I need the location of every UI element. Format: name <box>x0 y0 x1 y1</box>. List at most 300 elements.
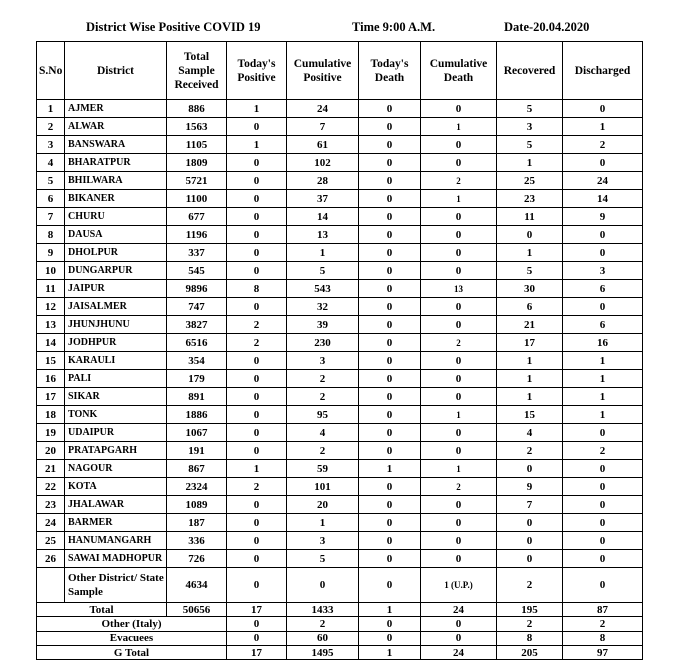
table-cell: 1 <box>287 514 359 532</box>
table-cell: 867 <box>167 460 227 478</box>
table-cell: 5 <box>287 550 359 568</box>
table-cell: 22 <box>37 478 65 496</box>
table-cell: 0 <box>497 532 563 550</box>
table-cell: 20 <box>37 442 65 460</box>
table-row <box>37 172 643 190</box>
column-header: Cumulative Positive <box>287 42 359 100</box>
table-cell: 1089 <box>167 496 227 514</box>
summary-cell: 2 <box>287 617 359 631</box>
table-cell: 1 <box>227 100 287 118</box>
table-cell: 0 <box>227 352 287 370</box>
table-row <box>37 280 643 298</box>
table-cell: 0 <box>359 496 421 514</box>
table-cell: 0 <box>359 352 421 370</box>
table-cell: 7 <box>287 118 359 136</box>
table-cell: 336 <box>167 532 227 550</box>
summary-cell: 0 <box>227 617 287 631</box>
summary-label: Evacuees <box>37 631 227 645</box>
table-cell: 0 <box>227 172 287 190</box>
table-cell: 1563 <box>167 118 227 136</box>
table-cell: 726 <box>167 550 227 568</box>
table-cell: 25 <box>497 172 563 190</box>
table-cell: 545 <box>167 262 227 280</box>
table-row <box>37 550 643 568</box>
district-cell: UDAIPUR <box>65 424 167 442</box>
summary-cell: 8 <box>497 631 563 645</box>
table-cell: 0 <box>359 298 421 316</box>
table-cell: 6 <box>563 316 643 334</box>
table-cell: 0 <box>497 514 563 532</box>
table-cell: 0 <box>359 550 421 568</box>
table-cell: 4 <box>497 424 563 442</box>
table-cell: 1 <box>421 460 497 478</box>
table-cell: 3 <box>37 136 65 154</box>
table-cell: 4 <box>287 424 359 442</box>
table-cell: 0 <box>359 478 421 496</box>
table-cell: 24 <box>287 100 359 118</box>
table-cell: 0 <box>563 424 643 442</box>
table-cell: 0 <box>359 316 421 334</box>
table-cell: 0 <box>563 226 643 244</box>
summary-cell: 1495 <box>287 645 359 659</box>
table-cell: 0 <box>359 244 421 262</box>
table-cell: 101 <box>287 478 359 496</box>
summary-cell: 2 <box>497 617 563 631</box>
table-cell: 95 <box>287 406 359 424</box>
table-cell: 9 <box>37 244 65 262</box>
column-header: S.No <box>37 42 65 100</box>
table-row <box>37 118 643 136</box>
table-cell: 2 <box>227 478 287 496</box>
table-cell: 13 <box>421 280 497 298</box>
table-cell: 0 <box>227 190 287 208</box>
table-cell: 7 <box>497 496 563 514</box>
table-cell: 1 <box>227 460 287 478</box>
table-cell: 1 <box>421 190 497 208</box>
table-cell: 6 <box>563 280 643 298</box>
table-cell: 14 <box>563 190 643 208</box>
table-row <box>37 316 643 334</box>
table-cell: 0 <box>421 262 497 280</box>
table-cell: 0 <box>563 550 643 568</box>
table-cell: 1809 <box>167 154 227 172</box>
table-cell: 0 <box>421 136 497 154</box>
district-cell: DUNGARPUR <box>65 262 167 280</box>
table-cell: 0 <box>359 136 421 154</box>
table-cell: 677 <box>167 208 227 226</box>
table-cell: 1 <box>563 406 643 424</box>
table-cell: 0 <box>359 100 421 118</box>
table-cell: 102 <box>287 154 359 172</box>
table-cell: 37 <box>287 190 359 208</box>
district-cell: JAIPUR <box>65 280 167 298</box>
table-row <box>37 568 643 603</box>
table-cell: 0 <box>227 154 287 172</box>
table-cell: 0 <box>227 370 287 388</box>
summary-cell: 8 <box>563 631 643 645</box>
table-cell: 7 <box>37 208 65 226</box>
summary-cell: 17 <box>227 645 287 659</box>
district-cell: BANSWARA <box>65 136 167 154</box>
summary-cell: 205 <box>497 645 563 659</box>
table-cell: 354 <box>167 352 227 370</box>
table-cell: 0 <box>421 316 497 334</box>
column-header: Recovered <box>497 42 563 100</box>
table-cell: 0 <box>421 370 497 388</box>
district-cell: PALI <box>65 370 167 388</box>
table-cell: 24 <box>563 172 643 190</box>
table-cell: 24 <box>37 514 65 532</box>
table-cell: 0 <box>421 550 497 568</box>
summary-cell: 2 <box>563 617 643 631</box>
summary-cell: 50656 <box>167 603 227 617</box>
report-date: Date-20.04.2020 <box>504 20 590 34</box>
table-cell: 0 <box>359 424 421 442</box>
table-cell: 0 <box>359 568 421 603</box>
table-cell: 14 <box>37 334 65 352</box>
table-cell: 23 <box>497 190 563 208</box>
summary-row <box>37 603 643 617</box>
table-cell: 0 <box>563 496 643 514</box>
column-header: Today's Death <box>359 42 421 100</box>
table-cell: 1 <box>497 352 563 370</box>
district-cell: KOTA <box>65 478 167 496</box>
table-cell: 0 <box>359 514 421 532</box>
district-cell: BARMER <box>65 514 167 532</box>
table-row <box>37 514 643 532</box>
table-cell: 59 <box>287 460 359 478</box>
table-cell: 19 <box>37 424 65 442</box>
table-cell: 1105 <box>167 136 227 154</box>
table-cell: 11 <box>37 280 65 298</box>
table-cell: 39 <box>287 316 359 334</box>
table-cell: 0 <box>497 460 563 478</box>
table-cell: 0 <box>227 550 287 568</box>
table-cell: 16 <box>563 334 643 352</box>
table-cell: 26 <box>37 550 65 568</box>
table-cell: 30 <box>497 280 563 298</box>
table-cell: 0 <box>359 280 421 298</box>
table-cell: 14 <box>287 208 359 226</box>
table-cell: 28 <box>287 172 359 190</box>
table-cell: 0 <box>563 532 643 550</box>
table-row <box>37 208 643 226</box>
district-cell: TONK <box>65 406 167 424</box>
table-cell: 18 <box>37 406 65 424</box>
district-cell: JHALAWAR <box>65 496 167 514</box>
covid-district-table <box>36 41 643 660</box>
table-cell: 1 <box>563 370 643 388</box>
table-cell: 230 <box>287 334 359 352</box>
table-cell: 0 <box>563 568 643 603</box>
table-cell: 10 <box>37 262 65 280</box>
table-cell <box>37 568 65 603</box>
table-cell: 0 <box>421 244 497 262</box>
summary-cell: 195 <box>497 603 563 617</box>
table-body <box>37 100 643 603</box>
table-cell: 15 <box>37 352 65 370</box>
district-cell: Other District/ State Sample <box>65 568 167 603</box>
table-cell: 0 <box>359 208 421 226</box>
table-cell: 2 <box>287 388 359 406</box>
table-cell: 2 <box>421 334 497 352</box>
district-cell: HANUMANGARH <box>65 532 167 550</box>
table-cell: 0 <box>421 154 497 172</box>
table-cell: 0 <box>227 262 287 280</box>
table-cell: 12 <box>37 298 65 316</box>
table-cell: 1 <box>497 370 563 388</box>
table-cell: 0 <box>359 406 421 424</box>
table-cell: 0 <box>421 532 497 550</box>
table-cell: 5 <box>37 172 65 190</box>
summary-cell: 24 <box>421 645 497 659</box>
table-cell: 0 <box>563 514 643 532</box>
table-cell: 0 <box>359 370 421 388</box>
table-cell: 0 <box>227 496 287 514</box>
table-cell: 3827 <box>167 316 227 334</box>
table-cell: 3 <box>497 118 563 136</box>
table-cell: 543 <box>287 280 359 298</box>
table-cell: 20 <box>287 496 359 514</box>
table-row <box>37 190 643 208</box>
table-cell: 2 <box>497 442 563 460</box>
summary-label: Other (Italy) <box>37 617 227 631</box>
table-cell: 0 <box>421 208 497 226</box>
report-time: Time 9:00 A.M. <box>352 20 436 34</box>
summary-cell: 24 <box>421 603 497 617</box>
table-cell: 2324 <box>167 478 227 496</box>
table-cell: 3 <box>563 262 643 280</box>
summary-cell: 1 <box>359 603 421 617</box>
table-cell: 0 <box>359 334 421 352</box>
table-cell: 2 <box>563 136 643 154</box>
table-cell: 0 <box>227 532 287 550</box>
table-row <box>37 406 643 424</box>
table-cell: 0 <box>421 442 497 460</box>
table-cell: 0 <box>421 298 497 316</box>
table-cell: 8 <box>227 280 287 298</box>
table-cell: 0 <box>359 118 421 136</box>
table-cell: 9896 <box>167 280 227 298</box>
district-cell: DAUSA <box>65 226 167 244</box>
table-cell: 1 <box>497 388 563 406</box>
table-cell: 6 <box>37 190 65 208</box>
table-cell: 21 <box>497 316 563 334</box>
summary-label: Total <box>37 603 167 617</box>
column-header: Today's Positive <box>227 42 287 100</box>
table-cell: 9 <box>563 208 643 226</box>
summary-row <box>37 617 643 631</box>
table-cell: 0 <box>563 460 643 478</box>
table-cell: 61 <box>287 136 359 154</box>
table-cell: 891 <box>167 388 227 406</box>
table-cell: 0 <box>227 118 287 136</box>
table-row <box>37 496 643 514</box>
table-row <box>37 136 643 154</box>
table-cell: 0 <box>497 550 563 568</box>
table-cell: 6 <box>497 298 563 316</box>
summary-cell: 0 <box>227 631 287 645</box>
summary-row <box>37 645 643 659</box>
district-cell: DHOLPUR <box>65 244 167 262</box>
table-cell: 1 <box>497 154 563 172</box>
table-row <box>37 100 643 118</box>
table-row <box>37 226 643 244</box>
column-header: Cumulative Death <box>421 42 497 100</box>
table-cell: 0 <box>227 244 287 262</box>
table-cell: 2 <box>227 334 287 352</box>
district-cell: KARAULI <box>65 352 167 370</box>
table-cell: 0 <box>359 154 421 172</box>
table-cell: 1 <box>359 460 421 478</box>
table-cell: 0 <box>421 226 497 244</box>
table-cell: 0 <box>359 172 421 190</box>
summary-cell: 87 <box>563 603 643 617</box>
table-cell: 5 <box>497 262 563 280</box>
district-cell: CHURU <box>65 208 167 226</box>
district-cell: JODHPUR <box>65 334 167 352</box>
summary-cell: 0 <box>421 617 497 631</box>
table-cell: 0 <box>563 478 643 496</box>
table-cell: 15 <box>497 406 563 424</box>
table-cell: 1 <box>563 388 643 406</box>
table-cell: 0 <box>227 226 287 244</box>
report-header <box>0 20 680 38</box>
table-cell: 0 <box>287 568 359 603</box>
table-cell: 1 <box>421 118 497 136</box>
table-cell: 2 <box>287 370 359 388</box>
table-cell: 0 <box>421 424 497 442</box>
column-header: Total Sample Received <box>167 42 227 100</box>
table-cell: 0 <box>359 226 421 244</box>
summary-cell: 60 <box>287 631 359 645</box>
table-cell: 1100 <box>167 190 227 208</box>
table-row <box>37 370 643 388</box>
table-cell: 2 <box>37 118 65 136</box>
table-cell: 0 <box>497 226 563 244</box>
table-cell: 1 <box>563 352 643 370</box>
table-cell: 0 <box>227 442 287 460</box>
summary-cell: 0 <box>359 631 421 645</box>
summary-row <box>37 631 643 645</box>
table-row <box>37 478 643 496</box>
table-cell: 0 <box>359 532 421 550</box>
table-cell: 2 <box>421 172 497 190</box>
district-cell: SAWAI MADHOPUR <box>65 550 167 568</box>
summary-cell: 1433 <box>287 603 359 617</box>
table-cell: 1 <box>227 136 287 154</box>
table-cell: 0 <box>563 298 643 316</box>
table-cell: 1 <box>497 244 563 262</box>
table-cell: 11 <box>497 208 563 226</box>
table-cell: 0 <box>227 424 287 442</box>
district-cell: PRATAPGARH <box>65 442 167 460</box>
table-cell: 2 <box>421 478 497 496</box>
table-row <box>37 154 643 172</box>
table-cell: 4634 <box>167 568 227 603</box>
table-cell: 4 <box>37 154 65 172</box>
table-cell: 2 <box>287 442 359 460</box>
table-cell: 0 <box>227 568 287 603</box>
table-cell: 8 <box>37 226 65 244</box>
table-cell: 16 <box>37 370 65 388</box>
table-row <box>37 334 643 352</box>
table-cell: 5 <box>497 100 563 118</box>
table-row <box>37 298 643 316</box>
column-header: Discharged <box>563 42 643 100</box>
summary-label: G Total <box>37 645 227 659</box>
header-row <box>37 42 643 100</box>
table-cell: 1886 <box>167 406 227 424</box>
table-cell: 179 <box>167 370 227 388</box>
summary-cell: 0 <box>359 617 421 631</box>
district-cell: ALWAR <box>65 118 167 136</box>
table-cell: 0 <box>421 496 497 514</box>
table-cell: 5721 <box>167 172 227 190</box>
table-cell: 0 <box>563 100 643 118</box>
table-cell: 0 <box>359 388 421 406</box>
table-cell: 21 <box>37 460 65 478</box>
district-cell: BHARATPUR <box>65 154 167 172</box>
table-summary <box>37 603 643 660</box>
table-cell: 17 <box>497 334 563 352</box>
table-cell: 1 (U.P.) <box>421 568 497 603</box>
district-cell: JAISALMER <box>65 298 167 316</box>
table-cell: 337 <box>167 244 227 262</box>
table-cell: 0 <box>359 442 421 460</box>
column-header: District <box>65 42 167 100</box>
table-cell: 0 <box>421 388 497 406</box>
table-cell: 1067 <box>167 424 227 442</box>
district-cell: NAGOUR <box>65 460 167 478</box>
table-cell: 3 <box>287 352 359 370</box>
table-row <box>37 532 643 550</box>
summary-cell: 0 <box>421 631 497 645</box>
summary-cell: 1 <box>359 645 421 659</box>
table-cell: 2 <box>563 442 643 460</box>
table-cell: 3 <box>287 532 359 550</box>
table-cell: 747 <box>167 298 227 316</box>
table-cell: 191 <box>167 442 227 460</box>
table-cell: 5 <box>287 262 359 280</box>
table-row <box>37 262 643 280</box>
table-cell: 25 <box>37 532 65 550</box>
table-cell: 0 <box>421 352 497 370</box>
table-cell: 0 <box>227 298 287 316</box>
table-cell: 0 <box>359 262 421 280</box>
summary-cell: 17 <box>227 603 287 617</box>
table-cell: 1 <box>421 406 497 424</box>
district-cell: SIKAR <box>65 388 167 406</box>
table-row <box>37 424 643 442</box>
table-cell: 0 <box>227 514 287 532</box>
table-cell: 0 <box>227 388 287 406</box>
district-cell: AJMER <box>65 100 167 118</box>
table-row <box>37 352 643 370</box>
district-cell: JHUNJHUNU <box>65 316 167 334</box>
table-cell: 0 <box>359 190 421 208</box>
table-cell: 0 <box>227 406 287 424</box>
table-cell: 1196 <box>167 226 227 244</box>
summary-cell: 97 <box>563 645 643 659</box>
table-row <box>37 442 643 460</box>
table-cell: 32 <box>287 298 359 316</box>
table-cell: 13 <box>287 226 359 244</box>
table-cell: 6516 <box>167 334 227 352</box>
table-row <box>37 244 643 262</box>
report-title: District Wise Positive COVID 19 <box>86 20 261 34</box>
table-cell: 5 <box>497 136 563 154</box>
